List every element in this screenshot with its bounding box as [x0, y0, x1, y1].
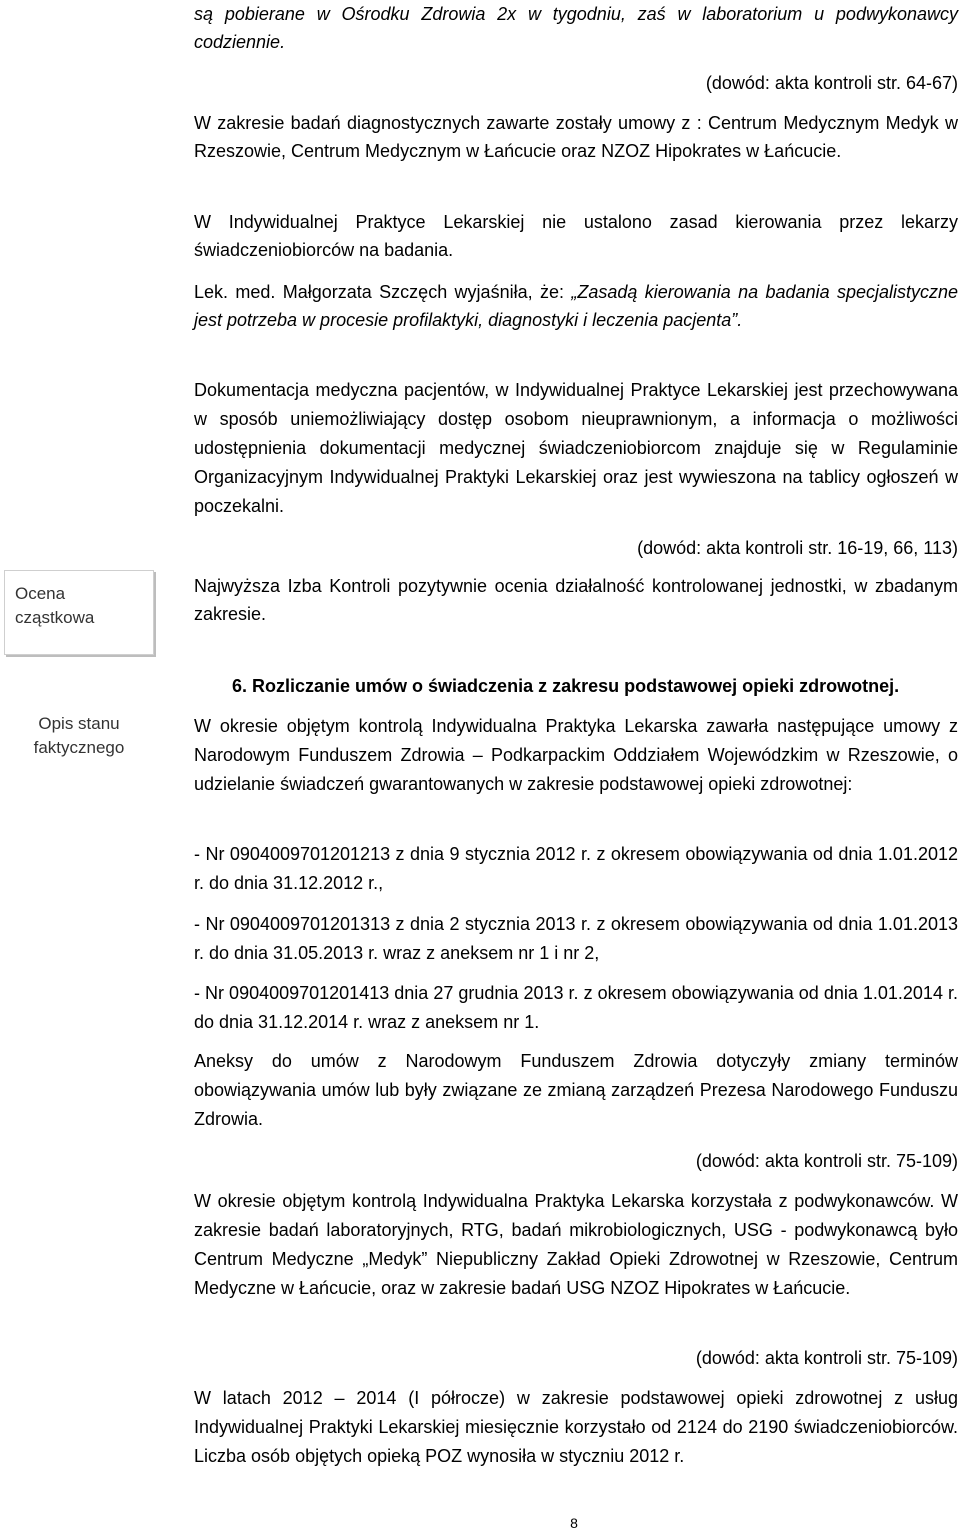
- section-6-heading: 6. Rozliczanie umów o świadczenia z zakresu podstawowej opieki zdrowotnej.: [232, 676, 900, 696]
- contract-item-2014: - Nr 0904009701201413 dnia 27 grudnia 2013 r. z okresem obowiązywania od dnia 1.01.2014 r. do dnia 31.12.2014 r. wraz z aneksem nr 1.: [194, 983, 958, 1032]
- paragraph-medical-records: Dokumentacja medyczna pacjentów, w Indywidualnej Praktyce Lekarskiej jest przechowywana w sposób uniemożliwiający dostęp osobom nieuprawnionym, a informacja o możliwości udostępnienia dokumentacji medycznej świadczeniobiorcom znajduje się w Regulaminie Organizacyjnym Indywidualnej Praktyki Lekarskiej oraz jest wywieszona na tablicy ogłoszeń w poczekalni.: [194, 380, 958, 516]
- paragraph-doctor-explanation: [194, 278, 958, 334]
- evidence-ref-16-113: (dowód: akta kontroli str. 16-19, 66, 113): [637, 538, 958, 558]
- opis-stanu-box: [4, 712, 154, 760]
- opis-label-line1: Opis stanu: [38, 714, 120, 733]
- ocena-czastkowa-box: [4, 570, 154, 655]
- paragraph-annexes: Aneksy do umów z Narodowym Funduszem Zdrowia dotyczyły zmiany terminów obowiązywania umów lub były związane ze zmianą zarządzeń Prezesa Narodowego Funduszu Zdrowia.: [194, 1051, 958, 1129]
- paragraph-sampling: są pobierane w Ośrodku Zdrowia 2x w tygodniu, zaś w laboratorium u podwykonawcy codziennie.: [194, 4, 958, 52]
- evidence-ref-64-67: (dowód: akta kontroli str. 64-67): [705, 73, 958, 93]
- ocena-label-line2: cząstkowa: [15, 608, 95, 627]
- opis-label-line2: faktycznego: [33, 738, 125, 757]
- paragraph-patient-counts: W latach 2012 – 2014 (I półrocze) w zakresie podstawowej opieki zdrowotnej z usług Indywidualnej Praktyki Lekarskiej miesięcznie korzystało od 2124 do 2190 świadczeniobiorców. Liczba osób objętych opieką POZ wynosiła w styczniu 2012 r.: [194, 1388, 958, 1466]
- paragraph-subcontractors: W okresie objętym kontrolą Indywidualna Praktyka Lekarska korzystała z podwykonawców. W zakresie badań laboratoryjnych, RTG, badań mikrobiologicznych, USG - podwykonawcą było Centrum Medyczne „Medyk” Niepubliczny Zakład Opieki Zdrowotnej w Rzeszowie, Centrum Medyczne w Łańcucie, oraz w zakresie badań USG NZOZ Hipokrates w Łańcucie.: [194, 1191, 958, 1298]
- evidence-ref-75-109-b: (dowód: akta kontroli str. 75-109): [695, 1348, 958, 1368]
- explanation-lead: Lek. med. Małgorzata Szczęch wyjaśniła, że:: [194, 282, 572, 302]
- contract-item-2013: - Nr 0904009701201313 z dnia 2 stycznia 2013 r. z okresem obowiązywania od dnia 1.01.2013 r. do dnia 31.05.2013 r. wraz z aneksem nr 1 i nr 2,: [194, 914, 958, 963]
- page-number: 8: [570, 1515, 578, 1531]
- explanation-quote: „Zasadą kierowania na badania specjalistyczne jest potrzeba w procesie profilaktyki, diagnostyki i leczenia pacjenta”.: [194, 282, 959, 330]
- paragraph-referral-rules: W Indywidualnej Praktyce Lekarskiej nie ustalono zasad kierowania przez lekarzy świadczeniobiorców na badania.: [194, 212, 958, 260]
- ocena-label-line1: Ocena: [15, 584, 66, 603]
- paragraph-nfz-contracts: W okresie objętym kontrolą Indywidualna Praktyka Lekarska zawarła następujące umowy z Narodowym Funduszem Zdrowia – Podkarpackim Oddziałem Wojewódzkim w Rzeszowie, o udzielanie świadczeń gwarantowanych w zakresie podstawowej opieki zdrowotnej:: [194, 716, 958, 794]
- contract-item-2012: - Nr 0904009701201213 z dnia 9 stycznia 2012 r. z okresem obowiązywania od dnia 1.01.2012 r. do dnia 31.12.2012 r.,: [194, 844, 958, 893]
- paragraph-assessment: Najwyższa Izba Kontroli pozytywnie ocenia działalność kontrolowanej jednostki, w zbadanym zakresie.: [194, 576, 958, 624]
- evidence-ref-75-109-a: (dowód: akta kontroli str. 75-109): [695, 1151, 958, 1171]
- paragraph-diagnostic-contracts: W zakresie badań diagnostycznych zawarte zostały umowy z : Centrum Medycznym Medyk w Rzeszowie, Centrum Medycznym w Łańcucie oraz NZOZ Hipokrates w Łańcucie.: [194, 113, 958, 161]
